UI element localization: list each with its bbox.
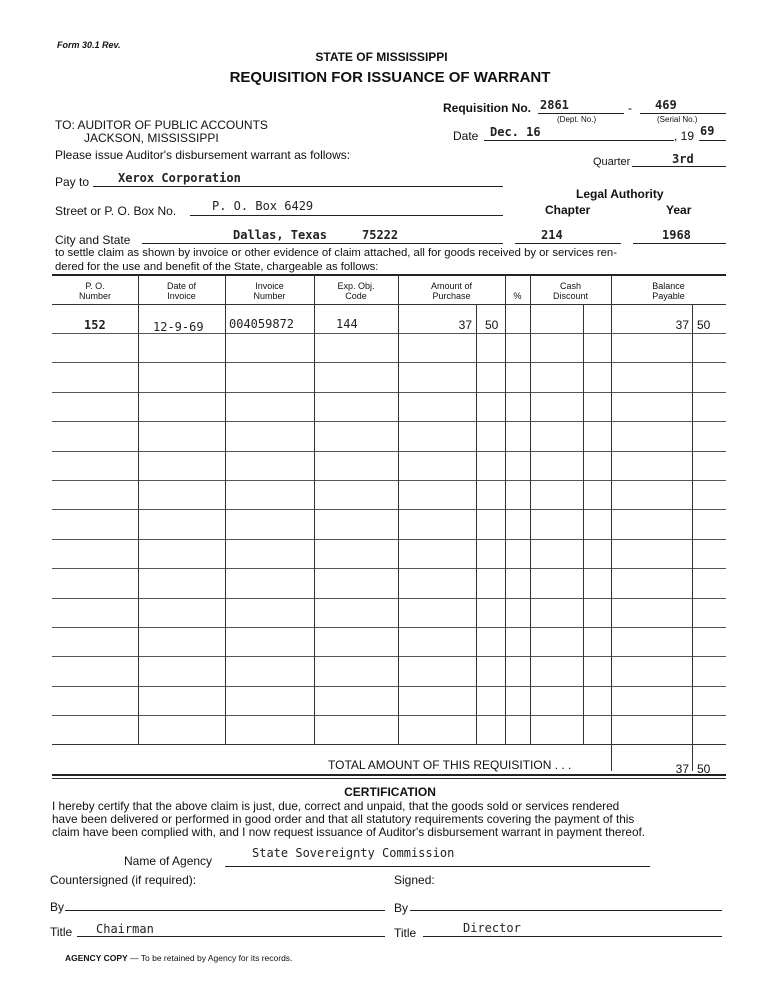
form-title: REQUISITION FOR ISSUANCE OF WARRANT	[229, 69, 551, 86]
certification-line3: claim have been complied with, and I now request issuance of Auditor's disbursement warrant in payment thereof.	[52, 825, 646, 839]
form-number: Form 30.1 Rev.	[57, 40, 121, 50]
footer-copy-bold: AGENCY COPY	[65, 953, 128, 963]
certification-line2: have been delivered or performed in good order and that all statutory requirements covering the payment of this	[52, 812, 635, 826]
title-left-value: Chairman	[96, 922, 154, 936]
header-pct: %	[513, 291, 522, 301]
year-value: 69	[700, 124, 715, 138]
serial-no-line	[640, 113, 726, 114]
countersigned-label: Countersigned (if required):	[50, 873, 197, 887]
total-dollars: 37	[675, 762, 689, 776]
row1-exp: 144	[336, 317, 358, 331]
by-left-line	[65, 910, 385, 911]
row1-balance-cents: 50	[697, 318, 711, 332]
row1-amount-dollars: 37	[458, 318, 472, 332]
pay-to-value: Xerox Corporation	[118, 171, 241, 185]
city-value: Dallas, Texas	[233, 228, 327, 242]
instruction: Please issue Auditor's disbursement warrant as follows:	[55, 148, 351, 162]
total-cents: 50	[697, 762, 711, 776]
header-cash: Cash Discount	[552, 281, 588, 301]
settle-text-2: dered for the use and benefit of the State, chargeable as follows:	[55, 261, 379, 273]
street-value: P. O. Box 6429	[212, 199, 314, 213]
by-right-label: By	[394, 901, 409, 915]
header-invoice: Invoice Number	[253, 281, 286, 301]
row1-po: 152	[84, 318, 106, 332]
dept-no-line	[538, 113, 624, 114]
date-value: Dec. 16	[490, 125, 541, 139]
chapter-label: Chapter	[545, 203, 591, 217]
quarter-label: Quarter	[593, 156, 631, 168]
header-balance: Balance Payable	[652, 281, 685, 301]
chapter-value: 214	[541, 228, 563, 242]
legal-authority-title: Legal Authority	[576, 187, 664, 201]
table-row-line	[52, 568, 726, 569]
table-row-line	[52, 627, 726, 628]
table-row-line	[52, 686, 726, 687]
by-left-label: By	[50, 900, 65, 914]
footer-note	[65, 953, 292, 963]
table-row-line	[52, 362, 726, 363]
header-amount: Amount of Purchase	[430, 281, 473, 301]
table-row-line	[52, 509, 726, 510]
row1-invoice: 004059872	[229, 317, 295, 331]
agency-name-value: State Sovereignty Commission	[252, 846, 455, 860]
header-po: P. O. Number	[78, 281, 111, 301]
quarter-value: 3rd	[672, 152, 694, 166]
table-row-line	[52, 421, 726, 422]
table-row-line	[52, 656, 726, 657]
legal-year-value: 1968	[662, 228, 691, 242]
date-label: Date	[453, 129, 479, 143]
row1-date: 12-9-69	[153, 320, 204, 334]
date-line	[484, 140, 674, 141]
table-row-line	[52, 598, 726, 599]
total-label: TOTAL AMOUNT OF THIS REQUISITION . . .	[328, 758, 572, 772]
street-label: Street or P. O. Box No.	[55, 204, 177, 218]
year-prefix: , 19	[674, 129, 695, 143]
agency-name-label: Name of Agency	[124, 854, 213, 868]
by-right-line	[410, 910, 722, 911]
to-line2: JACKSON, MISSISSIPPI	[84, 131, 219, 145]
serial-no-value: 469	[655, 98, 677, 112]
dept-no-value: 2861	[540, 98, 569, 112]
footer-copy-rest: — To be retained by Agency for its records.	[130, 953, 293, 963]
table-row-line	[52, 392, 726, 393]
row1-balance-dollars: 37	[675, 318, 689, 332]
city-label: City and State	[55, 233, 131, 247]
to-line1: TO: AUDITOR OF PUBLIC ACCOUNTS	[55, 118, 268, 132]
pay-to-label: Pay to	[55, 175, 90, 189]
table-row-line	[52, 539, 726, 540]
zip-value: 75222	[362, 228, 399, 242]
serial-caption: (Serial No.)	[657, 115, 698, 124]
legal-year-label: Year	[666, 203, 692, 217]
title-right-label: Title	[394, 926, 417, 940]
dept-caption: (Dept. No.)	[557, 115, 597, 124]
header-date: Date of Invoice	[166, 281, 197, 301]
signed-label: Signed:	[394, 873, 435, 887]
header-exp: Exp. Obj. Code	[337, 281, 375, 301]
table-row-line	[52, 715, 726, 716]
row1-amount-cents: 50	[485, 318, 499, 332]
state-heading: STATE OF MISSISSIPPI	[315, 50, 448, 64]
table-row-line	[52, 451, 726, 452]
settle-text-1: to settle claim as shown by invoice or other evidence of claim attached, all for goods received by or services ren-	[55, 247, 617, 259]
requisition-label: Requisition No.	[443, 101, 531, 115]
table-row-line	[52, 480, 726, 481]
title-right-value: Director	[463, 921, 521, 935]
certification-title: CERTIFICATION	[344, 785, 436, 799]
title-left-label: Title	[50, 925, 73, 939]
certification-line1: I hereby certify that the above claim is just, due, correct and unpaid, that the goods sold or services rendered	[52, 799, 620, 813]
